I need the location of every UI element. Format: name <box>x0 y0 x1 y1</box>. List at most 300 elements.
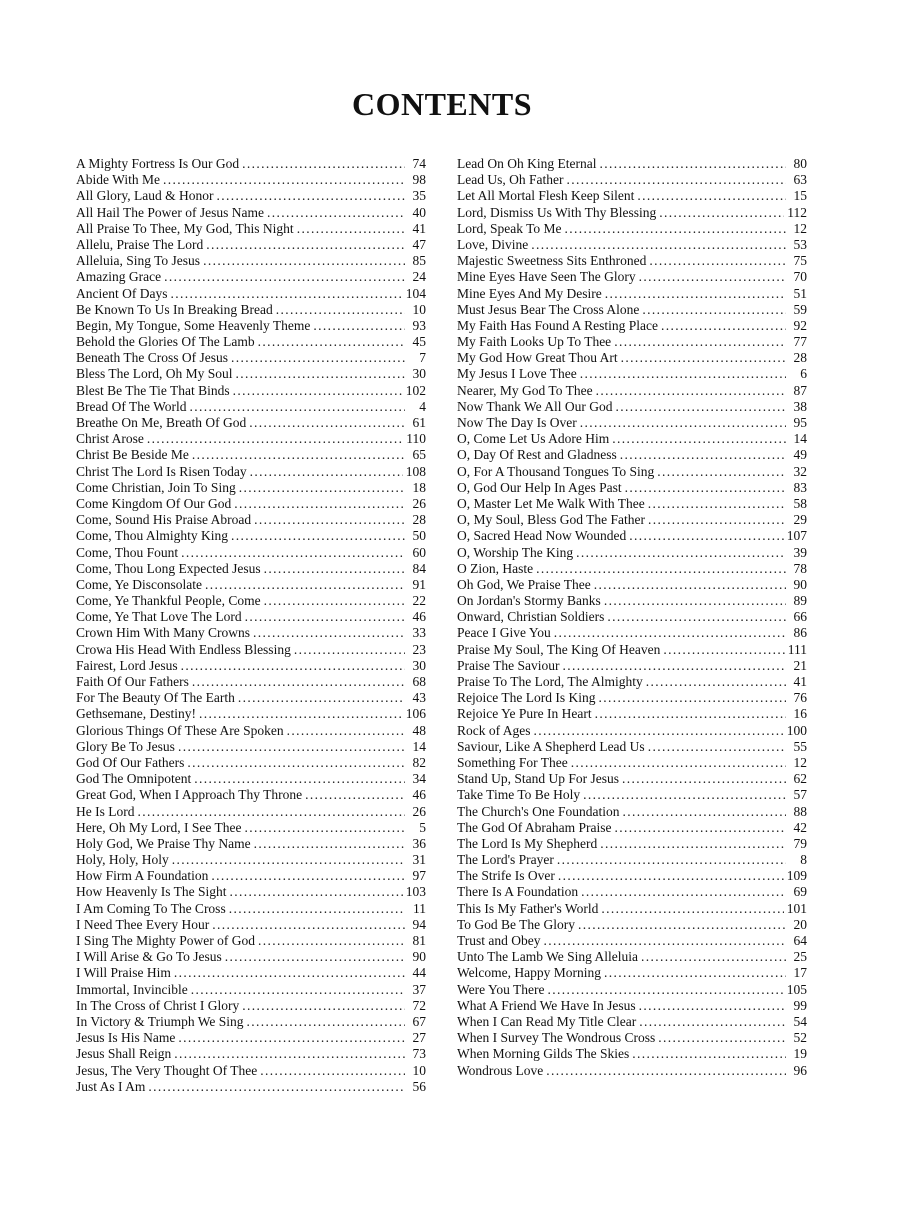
toc-entry-page: 96 <box>793 1062 807 1078</box>
dot-leader <box>604 593 786 609</box>
toc-entry-title: Here, Oh My Lord, I See Thee <box>76 819 242 835</box>
toc-entry <box>76 221 426 237</box>
toc-entry-title: Come, Ye Thankful People, Come <box>76 593 261 609</box>
dot-leader <box>147 431 403 447</box>
toc-entry-page: 26 <box>412 803 426 819</box>
dot-leader <box>258 334 405 350</box>
page-title: CONTENTS <box>351 86 533 122</box>
toc-entry <box>457 221 807 237</box>
toc-entry <box>457 253 807 269</box>
toc-entry-page: 108 <box>405 463 426 479</box>
toc-entry-page: 89 <box>793 593 807 609</box>
toc-entry-title: Were You There <box>457 981 545 997</box>
toc-entry <box>76 496 426 512</box>
toc-entry-title: Love, Divine <box>457 236 529 252</box>
toc-entry <box>457 755 807 771</box>
toc-entry-page: 47 <box>412 236 426 252</box>
toc-entry-page: 36 <box>412 835 426 851</box>
toc-entry-page: 62 <box>793 771 807 787</box>
dot-leader <box>194 771 405 787</box>
toc-entry-title: Bread Of The World <box>76 398 187 414</box>
toc-entry <box>457 188 807 204</box>
dot-leader <box>598 690 786 706</box>
toc-entry-title: My Jesus I Love Thee <box>457 366 577 382</box>
toc-entry-page: 84 <box>412 560 426 576</box>
dot-leader <box>260 1063 405 1079</box>
toc-entry-title: Crowa His Head With Endless Blessing <box>76 641 291 657</box>
toc-entry-page: 72 <box>412 997 426 1013</box>
toc-entry <box>457 512 807 528</box>
toc-right-column <box>457 156 807 1079</box>
toc-entry-page: 61 <box>412 415 426 430</box>
toc-entry-page: 42 <box>793 819 807 835</box>
toc-entry-title: Lead On Oh King Eternal <box>457 156 597 171</box>
toc-entry-page: 31 <box>412 852 426 868</box>
toc-entry-page: 35 <box>412 188 426 204</box>
dot-leader <box>164 269 405 285</box>
toc-entry <box>76 399 426 415</box>
toc-entry-title: Praise To The Lord, The Almighty <box>457 674 643 689</box>
toc-entry <box>457 205 807 221</box>
toc-entry <box>457 431 807 447</box>
toc-entry <box>76 205 426 221</box>
toc-entry-title: How Heavenly Is The Sight <box>76 884 227 900</box>
toc-entry <box>76 1063 426 1079</box>
toc-entry-title: Something For Thee <box>457 754 568 770</box>
toc-entry-title: On Jordan's Stormy Banks <box>457 593 601 609</box>
toc-entry-page: 10 <box>412 1062 426 1078</box>
dot-leader <box>620 447 786 463</box>
toc-entry-title: Praise My Soul, The King Of Heaven <box>457 641 661 657</box>
toc-entry-page: 97 <box>412 868 426 884</box>
dot-leader <box>661 318 786 334</box>
dot-leader <box>637 188 786 204</box>
toc-entry-page: 110 <box>406 431 426 447</box>
toc-entry-page: 60 <box>412 544 426 560</box>
toc-entry-title: To God Be The Glory <box>457 916 576 932</box>
dot-leader <box>236 366 405 382</box>
toc-entry-title: Amazing Grace <box>76 269 162 285</box>
dot-leader <box>648 512 786 528</box>
dot-leader <box>216 188 405 204</box>
toc-entry-title: Welcome, Happy Morning <box>457 965 602 981</box>
toc-entry <box>76 755 426 771</box>
dot-leader <box>229 901 405 917</box>
toc-entry-title: The God Of Abraham Praise <box>457 819 612 835</box>
toc-entry-title: When I Can Read My Title Clear <box>457 1013 637 1029</box>
toc-entry-title: Holy God, We Praise Thy Name <box>76 835 251 851</box>
toc-entry <box>457 836 807 852</box>
toc-entry <box>76 609 426 625</box>
dot-leader <box>558 868 784 884</box>
toc-entry-title: How Firm A Foundation <box>76 868 209 884</box>
toc-entry-page: 32 <box>793 463 807 479</box>
toc-entry-title: Take Time To Be Holy <box>457 787 581 803</box>
toc-entry-page: 80 <box>793 156 807 171</box>
toc-entry <box>76 982 426 998</box>
toc-entry-title: O, God Our Help In Ages Past <box>457 479 622 495</box>
dot-leader <box>566 172 786 188</box>
dot-leader <box>648 739 786 755</box>
toc-entry <box>76 1079 426 1095</box>
toc-entry <box>76 852 426 868</box>
dot-leader <box>254 836 405 852</box>
toc-entry-page: 58 <box>793 495 807 511</box>
toc-entry-page: 81 <box>412 933 426 948</box>
toc-entry-title: When Morning Gilds The Skies <box>457 1046 630 1062</box>
dot-leader <box>580 415 786 431</box>
toc-entry-title: I Will Praise Him <box>76 965 171 981</box>
toc-entry <box>76 350 426 366</box>
toc-entry-page: 49 <box>793 447 807 463</box>
toc-entry <box>457 1046 807 1062</box>
toc-entry <box>76 706 426 722</box>
toc-entry-page: 33 <box>412 625 426 641</box>
toc-entry-title: Come, Sound His Praise Abroad <box>76 512 252 528</box>
dot-leader <box>581 884 786 900</box>
toc-entry-page: 112 <box>787 204 807 220</box>
toc-entry-page: 19 <box>793 1046 807 1062</box>
dot-leader <box>595 706 786 722</box>
toc-entry-title: Jesus Shall Reign <box>76 1046 172 1062</box>
toc-entry <box>76 739 426 755</box>
dot-leader <box>212 917 405 933</box>
toc-entry-title: God The Omnipotent <box>76 771 192 787</box>
toc-entry-title: Glory Be To Jesus <box>76 738 175 754</box>
toc-entry-title: I Am Coming To The Cross <box>76 900 226 916</box>
toc-entry-page: 12 <box>793 220 807 236</box>
toc-entry-page: 41 <box>412 220 426 236</box>
toc-entry-title: O, Master Let Me Walk With Thee <box>457 495 645 511</box>
toc-entry-title: O Zion, Haste <box>457 560 534 576</box>
toc-entry <box>76 949 426 965</box>
toc-entry-page: 101 <box>786 900 807 916</box>
toc-entry-page: 107 <box>786 528 807 544</box>
toc-entry <box>457 480 807 496</box>
dot-leader <box>557 852 786 868</box>
toc-entry-page: 73 <box>412 1046 426 1062</box>
toc-entry-title: O, For A Thousand Tongues To Sing <box>457 463 655 479</box>
dot-leader <box>642 302 786 318</box>
dot-leader <box>238 690 405 706</box>
toc-entry-title: Saviour, Like A Shepherd Lead Us <box>457 738 645 754</box>
dot-leader <box>231 528 405 544</box>
toc-entry-title: Now Thank We All Our God <box>457 398 613 414</box>
toc-entry <box>76 237 426 253</box>
toc-left-column <box>76 156 426 1095</box>
toc-entry <box>76 156 426 172</box>
dot-leader <box>534 723 784 739</box>
dot-leader <box>536 561 786 577</box>
toc-entry <box>457 237 807 253</box>
toc-entry-page: 21 <box>793 657 807 673</box>
toc-entry <box>457 771 807 787</box>
toc-entry <box>76 674 426 690</box>
dot-leader <box>531 237 786 253</box>
dot-leader <box>657 464 786 480</box>
toc-entry-title: Must Jesus Bear The Cross Alone <box>457 301 640 317</box>
toc-entry-page: 17 <box>793 965 807 981</box>
dot-leader <box>659 205 784 221</box>
toc-entry-title: He Is Lord <box>76 803 135 819</box>
toc-entry <box>457 852 807 868</box>
toc-entry <box>76 545 426 561</box>
toc-entry-page: 75 <box>793 253 807 269</box>
toc-entry-title: Now The Day Is Over <box>457 415 577 430</box>
toc-entry <box>457 787 807 803</box>
dot-leader <box>229 884 402 900</box>
toc-entry <box>457 496 807 512</box>
dot-leader <box>192 674 405 690</box>
toc-entry-title: Gethsemane, Destiny! <box>76 706 196 722</box>
toc-entry-page: 57 <box>793 787 807 803</box>
toc-entry-page: 106 <box>405 706 426 722</box>
toc-entry-page: 100 <box>786 722 807 738</box>
toc-entry-page: 64 <box>793 933 807 948</box>
toc-entry <box>457 658 807 674</box>
toc-entry-page: 41 <box>793 674 807 689</box>
toc-entry <box>76 512 426 528</box>
toc-entry-page: 87 <box>793 382 807 398</box>
dot-leader <box>658 1030 786 1046</box>
toc-entry-title: O, Come Let Us Adore Him <box>457 431 610 447</box>
toc-entry-page: 37 <box>412 981 426 997</box>
toc-entry-page: 20 <box>793 916 807 932</box>
toc-entry <box>457 690 807 706</box>
dot-leader <box>264 561 405 577</box>
toc-entry-title: Great God, When I Approach Thy Throne <box>76 787 303 803</box>
toc-entry-page: 103 <box>405 884 426 900</box>
toc-entry-title: Behold the Glories Of The Lamb <box>76 334 255 350</box>
toc-entry <box>457 399 807 415</box>
toc-entry-title: My God How Great Thou Art <box>457 350 618 366</box>
toc-entry <box>457 302 807 318</box>
toc-entry <box>457 982 807 998</box>
dot-leader <box>544 933 786 949</box>
toc-entry-title: Lord, Dismiss Us With Thy Blessing <box>457 204 657 220</box>
dot-leader <box>548 982 784 998</box>
dot-leader <box>596 383 786 399</box>
dot-leader <box>605 286 786 302</box>
dot-leader <box>287 723 405 739</box>
dot-leader <box>233 383 403 399</box>
toc-entry-title: Nearer, My God To Thee <box>457 382 593 398</box>
toc-entry-page: 109 <box>786 868 807 884</box>
toc-entry-title: Come Kingdom Of Our God <box>76 495 232 511</box>
toc-entry <box>76 820 426 836</box>
toc-entry <box>76 771 426 787</box>
toc-entry-page: 105 <box>786 981 807 997</box>
toc-entry-title: Onward, Christian Soldiers <box>457 609 605 625</box>
toc-entry-page: 50 <box>412 528 426 544</box>
toc-entry-page: 46 <box>412 787 426 803</box>
toc-entry-page: 44 <box>412 965 426 981</box>
toc-entry-title: Rejoice Ye Pure In Heart <box>457 706 592 722</box>
toc-entry <box>457 949 807 965</box>
toc-entry-page: 90 <box>412 949 426 965</box>
toc-entry-title: Allelu, Praise The Lord <box>76 236 204 252</box>
toc-entry <box>457 318 807 334</box>
toc-entry-page: 104 <box>405 285 426 301</box>
toc-entry-title: Lead Us, Oh Father <box>457 172 564 188</box>
toc-entry <box>76 642 426 658</box>
toc-entry <box>76 561 426 577</box>
toc-entry-title: Unto The Lamb We Sing Alleluia <box>457 949 639 965</box>
toc-entry-page: 5 <box>419 819 426 835</box>
toc-entry-title: I Will Arise & Go To Jesus <box>76 949 222 965</box>
toc-entry-title: Ancient Of Days <box>76 285 168 301</box>
toc-entry <box>457 383 807 399</box>
toc-entry <box>76 318 426 334</box>
dot-leader <box>625 480 786 496</box>
toc-entry-page: 95 <box>793 415 807 430</box>
dot-leader <box>571 755 786 771</box>
toc-entry-title: What A Friend We Have In Jesus <box>457 997 636 1013</box>
toc-entry <box>457 1030 807 1046</box>
dot-leader <box>174 1046 405 1062</box>
toc-entry-title: My Faith Has Found A Resting Place <box>457 317 659 333</box>
dot-leader <box>639 269 786 285</box>
toc-entry-page: 28 <box>793 350 807 366</box>
toc-entry <box>76 723 426 739</box>
dot-leader <box>565 221 786 237</box>
toc-entry <box>457 917 807 933</box>
toc-entry <box>76 593 426 609</box>
toc-entry-page: 24 <box>412 269 426 285</box>
toc-entry-page: 67 <box>412 1013 426 1029</box>
toc-entry-page: 12 <box>793 754 807 770</box>
toc-entry-page: 83 <box>793 479 807 495</box>
toc-entry-title: A Mighty Fortress Is Our God <box>76 156 240 171</box>
toc-entry-title: I Need Thee Every Hour <box>76 916 210 932</box>
toc-entry-title: Alleluia, Sing To Jesus <box>76 253 201 269</box>
toc-entry <box>76 253 426 269</box>
toc-entry <box>457 269 807 285</box>
toc-entry-title: For The Beauty Of The Earth <box>76 690 235 706</box>
toc-entry-title: Come, Thou Long Expected Jesus <box>76 560 261 576</box>
toc-entry-title: Wondrous Love <box>457 1062 544 1078</box>
toc-entry <box>76 383 426 399</box>
toc-entry-title: Bless The Lord, Oh My Soul <box>76 366 233 382</box>
toc-entry-page: 59 <box>793 301 807 317</box>
toc-entry <box>76 690 426 706</box>
toc-entry-page: 66 <box>793 609 807 625</box>
toc-entry <box>457 334 807 350</box>
toc-entry-title: Stand Up, Stand Up For Jesus <box>457 771 620 787</box>
dot-leader <box>641 949 786 965</box>
toc-entry-page: 78 <box>793 560 807 576</box>
toc-entry-title: All Glory, Laud & Honor <box>76 188 214 204</box>
dot-leader <box>305 787 405 803</box>
toc-entry-page: 52 <box>793 1030 807 1046</box>
toc-entry <box>76 334 426 350</box>
dot-leader <box>629 528 784 544</box>
dot-leader <box>249 415 405 431</box>
toc-entry-page: 10 <box>412 301 426 317</box>
toc-entry-title: Lord, Speak To Me <box>457 220 562 236</box>
dot-leader <box>192 447 405 463</box>
toc-entry <box>457 739 807 755</box>
toc-entry <box>457 901 807 917</box>
toc-entry-page: 8 <box>800 852 807 868</box>
toc-entry-page: 40 <box>412 204 426 220</box>
toc-entry-title: My Faith Looks Up To Thee <box>457 334 612 350</box>
toc-entry-page: 30 <box>412 657 426 673</box>
toc-entry <box>457 415 807 431</box>
dot-leader <box>562 658 786 674</box>
toc-entry-title: Immortal, Invincible <box>76 981 188 997</box>
toc-entry-page: 70 <box>793 269 807 285</box>
toc-entry-title: Begin, My Tongue, Some Heavenly Theme <box>76 317 311 333</box>
toc-entry-page: 102 <box>405 382 426 398</box>
dot-leader <box>599 156 786 172</box>
toc-entry-page: 15 <box>793 188 807 204</box>
dot-leader <box>172 852 405 868</box>
dot-leader <box>250 464 403 480</box>
toc-entry <box>457 706 807 722</box>
dot-leader <box>546 1063 786 1079</box>
toc-entry-page: 14 <box>412 738 426 754</box>
toc-entry <box>76 1030 426 1046</box>
dot-leader <box>205 577 405 593</box>
toc-entry-page: 28 <box>412 512 426 528</box>
toc-entry-title: O, Worship The King <box>457 544 574 560</box>
toc-entry <box>76 577 426 593</box>
toc-entry-title: O, Day Of Rest and Gladness <box>457 447 617 463</box>
dot-leader <box>225 949 405 965</box>
toc-entry <box>457 286 807 302</box>
toc-entry <box>76 965 426 981</box>
toc-entry <box>76 188 426 204</box>
toc-entry-title: I Sing The Mighty Power of God <box>76 933 255 948</box>
toc-entry-title: All Praise To Thee, My God, This Night <box>76 220 294 236</box>
dot-leader <box>639 998 786 1014</box>
dot-leader <box>231 350 405 366</box>
toc-entry-page: 43 <box>412 690 426 706</box>
toc-entry <box>457 933 807 949</box>
toc-entry-title: Rock of Ages <box>457 722 531 738</box>
dot-leader <box>580 366 786 382</box>
dot-leader <box>203 253 405 269</box>
toc-entry-title: Jesus Is His Name <box>76 1030 176 1046</box>
toc-entry <box>457 965 807 981</box>
toc-entry <box>76 302 426 318</box>
toc-entry-page: 111 <box>787 641 807 657</box>
dot-leader <box>578 917 786 933</box>
toc-entry-page: 14 <box>793 431 807 447</box>
toc-entry-title: This Is My Father's World <box>457 900 599 916</box>
toc-entry <box>457 593 807 609</box>
toc-entry <box>457 609 807 625</box>
toc-entry-page: 38 <box>793 398 807 414</box>
dot-leader <box>254 512 405 528</box>
toc-entry-page: 30 <box>412 366 426 382</box>
toc-entry <box>76 933 426 949</box>
toc-entry-title: Mine Eyes And My Desire <box>457 285 602 301</box>
toc-entry-title: Christ The Lord Is Risen Today <box>76 463 247 479</box>
toc-entry-page: 56 <box>412 1078 426 1094</box>
toc-entry-page: 68 <box>412 674 426 689</box>
dot-leader <box>199 706 403 722</box>
toc-entry-title: There Is A Foundation <box>457 884 579 900</box>
dot-leader <box>276 302 405 318</box>
toc-entry-page: 27 <box>412 1030 426 1046</box>
toc-entry-page: 86 <box>793 625 807 641</box>
dot-leader <box>178 1030 405 1046</box>
dot-leader <box>594 577 786 593</box>
toc-entry-page: 11 <box>413 900 426 916</box>
toc-entry <box>457 156 807 172</box>
